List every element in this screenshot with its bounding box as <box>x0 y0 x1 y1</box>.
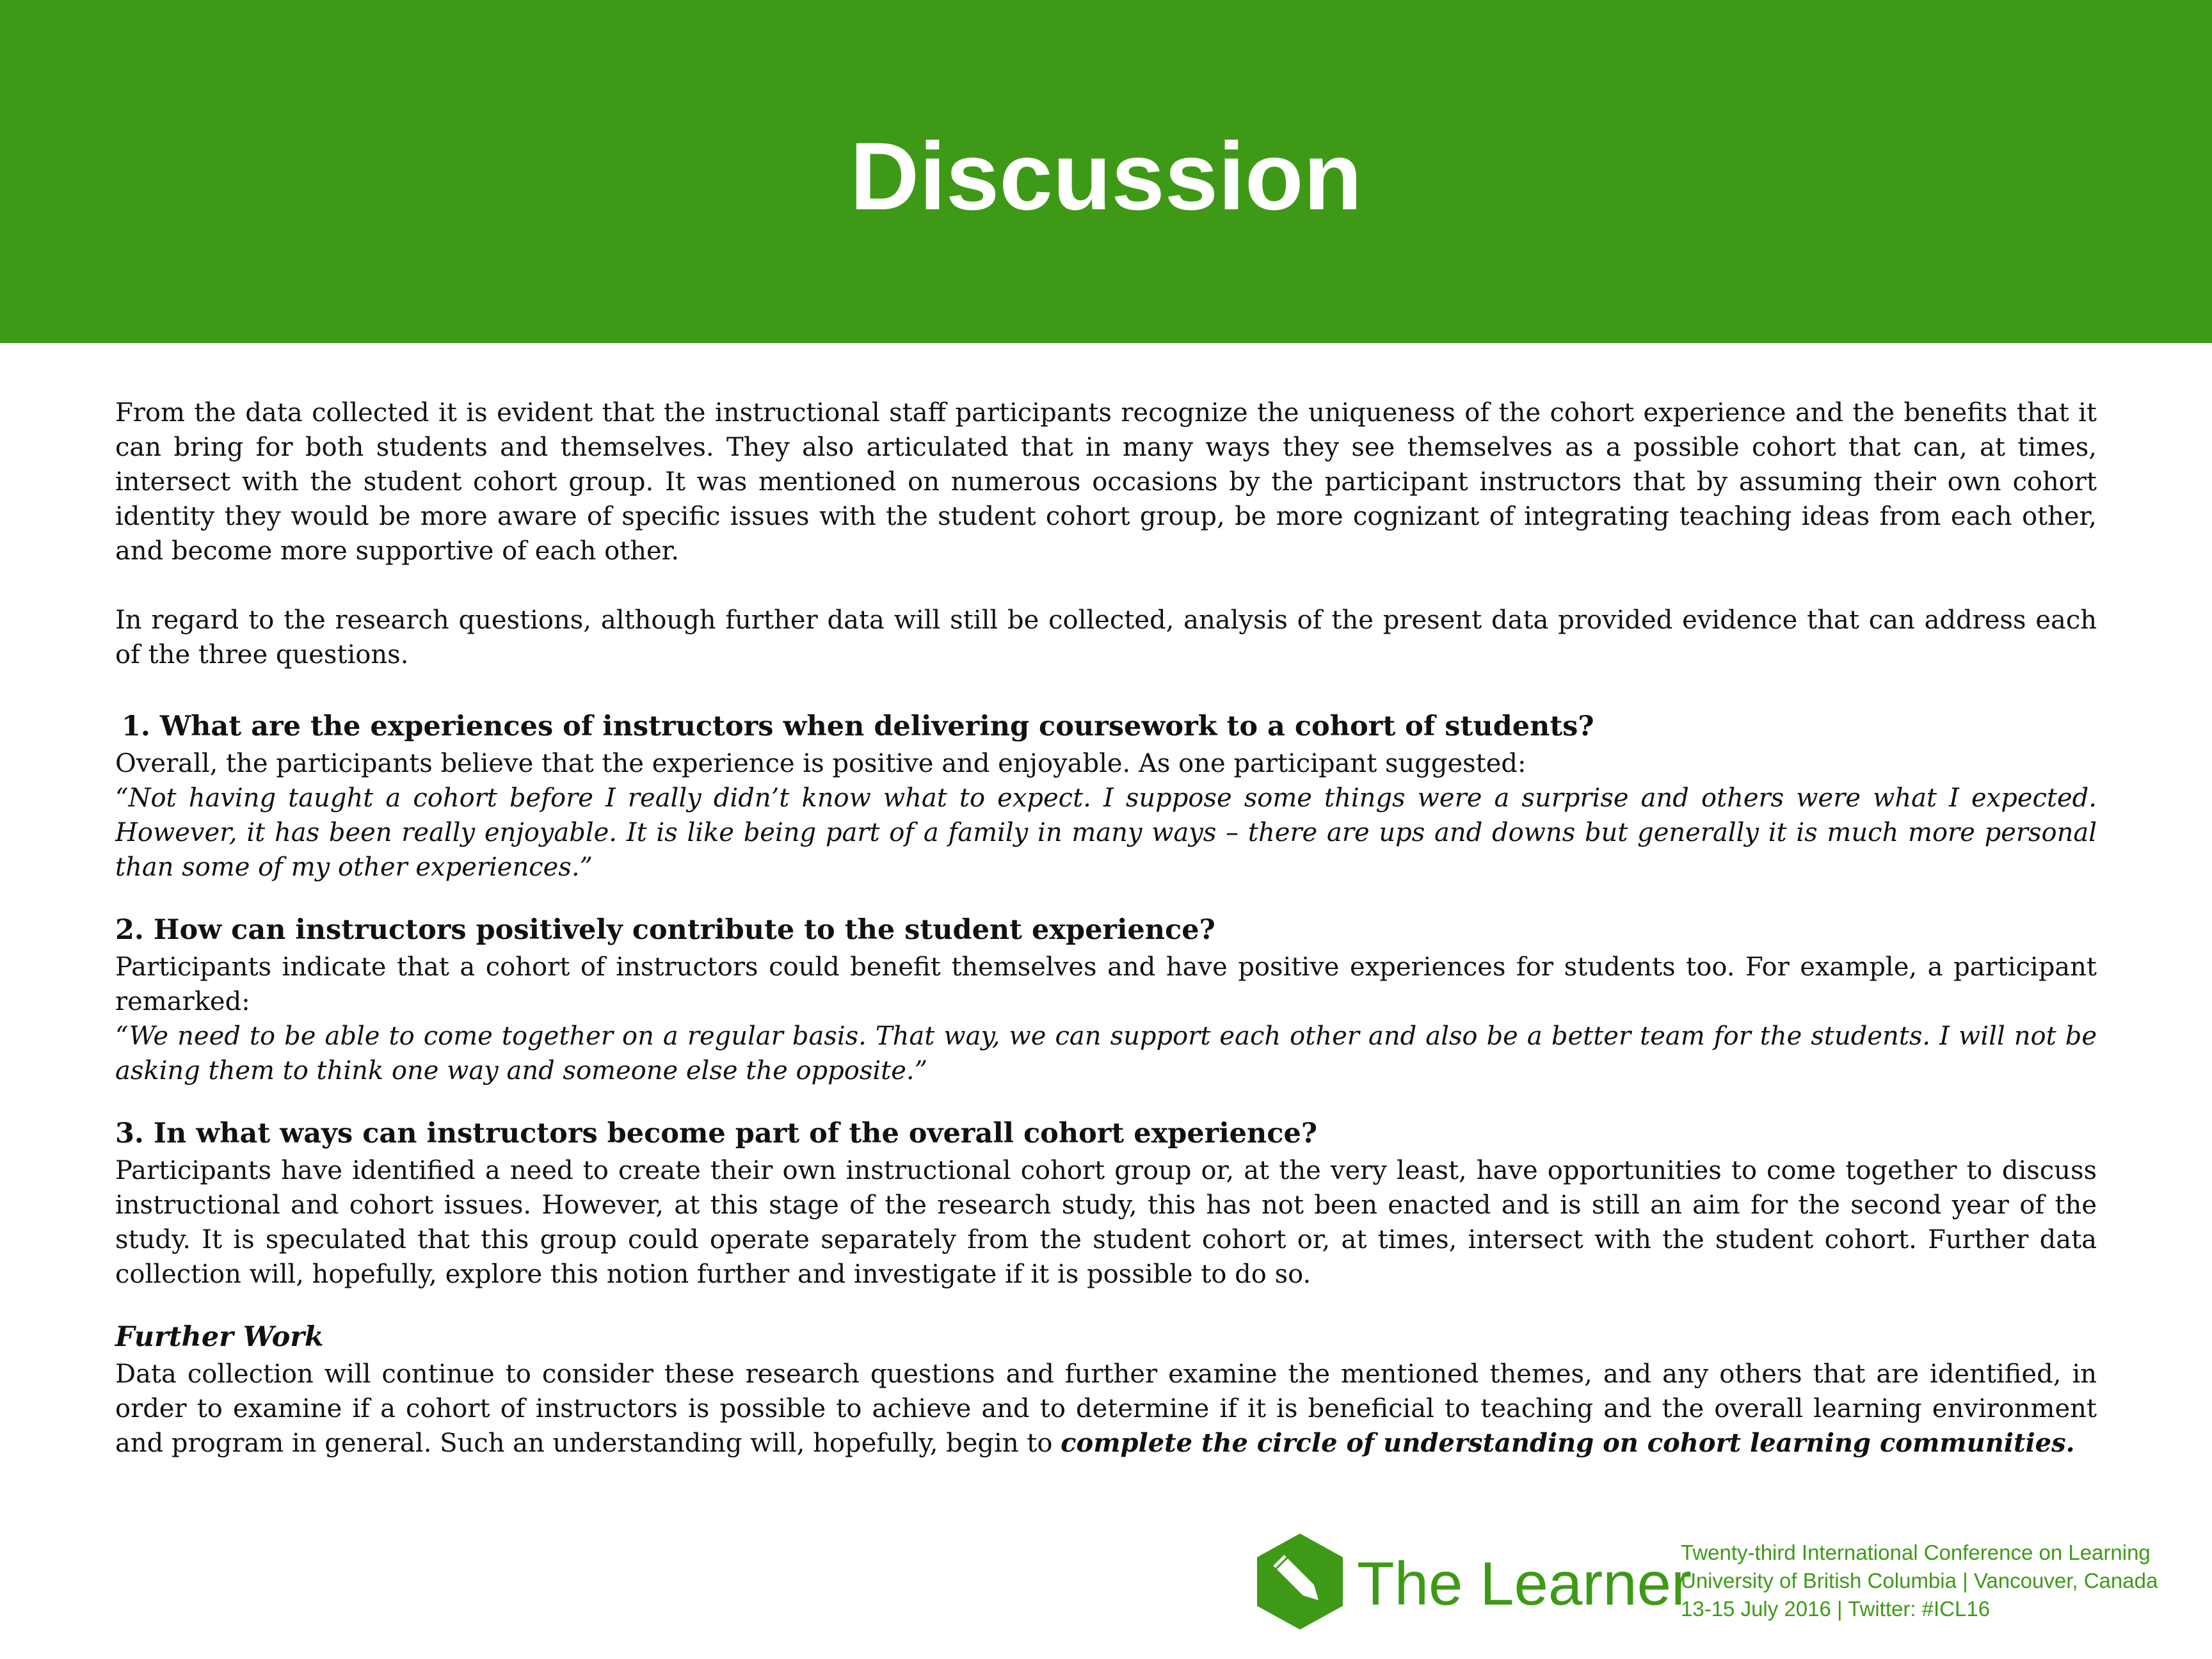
conference-venue: University of British Columbia | Vancouver, Canada <box>1681 1569 2158 1592</box>
question-3-section <box>115 1114 2097 1292</box>
conference-info <box>1681 1539 2158 1623</box>
question-1-section <box>115 707 2097 885</box>
intro-paragraph: From the data collected it is evident that the instructional staff participants recognize the uniqueness of the cohort experience and the benefits that it can bring for both students and themselves. They also articulated that in many ways they see themselves as a possible cohort that can, at times, intersect with the student cohort group. It was mentioned on numerous occasions by the participant instructors that by assuming their own cohort identity they would be more aware of specific issues with the student cohort group, be more cognizant of integrating teaching ideas from each other, and become more supportive of each other. <box>115 398 2097 566</box>
question-1-text: Overall, the participants believe that the experience is positive and enjoyable. As one participant suggested: <box>115 749 1527 778</box>
question-3-text: Participants have identified a need to create their own instructional cohort group or, at the very least, have opportunities to come together to discuss instructional and cohort issues. However, at this stage of the research study, this has not been enacted and is still an aim for the second year of the study. It is speculated that this group could operate separately from the student cohort or, at times, intersect with the student cohort. Further data collection will, hopefully, explore this notion further and investigate if it is possible to do so. <box>115 1156 2097 1289</box>
further-work-emphasis: complete the circle of understanding on cohort learning communities. <box>1061 1428 2075 1458</box>
question-1-heading: 1. What are the experiences of instructors when delivering coursework to a cohort of students? <box>122 710 1594 742</box>
question-2-section <box>115 910 2097 1088</box>
further-work-heading: Further Work <box>115 1321 324 1353</box>
question-1-quote: “Not having taught a cohort before I really didn’t know what to expect. I suppose some things were a surprise and others were what I expected. However, it has been really enjoyable. It is like being part of a family in many ways – there are ups and downs but generally it is much more personal than some of my other experiences.” <box>115 783 2097 882</box>
question-2-heading: 2. How can instructors positively contribute to the student experience? <box>115 914 1215 946</box>
further-work-body: Data collection will continue to consider these research questions and further examine the mentioned themes, and any others that are identified, in order to examine if a cohort of instructors is possible to achieve and to determine if it is beneficial to teaching and the overall learning environment and program in general. Such an understanding will, hopefully, begin to <box>115 1359 2097 1458</box>
discussion-body <box>115 396 2097 1461</box>
conference-dates: 13-15 July 2016 | Twitter: #ICL16 <box>1681 1597 1991 1621</box>
question-2-quote: “We need to be able to come together on a regular basis. That way, we can support each other and also be a better team for the students. I will not be asking them to think one way and someone else the opposite.” <box>115 1022 2097 1086</box>
research-intro-paragraph: In regard to the research questions, although further data will still be collected, analysis of the present data provided evidence that can address each of the three questions. <box>115 605 2097 669</box>
page-title: Discussion <box>849 122 1363 230</box>
further-work-section <box>115 1317 2097 1461</box>
question-3-heading: 3. In what ways can instructors become part of the overall cohort experience? <box>115 1118 1318 1150</box>
pencil-hexagon-icon <box>1257 1534 1343 1630</box>
conference-title: Twenty-third International Conference on Learning <box>1681 1541 2151 1564</box>
logo-text: The Learner <box>1357 1550 1692 1618</box>
question-2-text: Participants indicate that a cohort of instructors could benefit themselves and have positive experiences for students too. For example, a participant remarked: <box>115 952 2097 1016</box>
further-work-text <box>115 1357 2097 1461</box>
